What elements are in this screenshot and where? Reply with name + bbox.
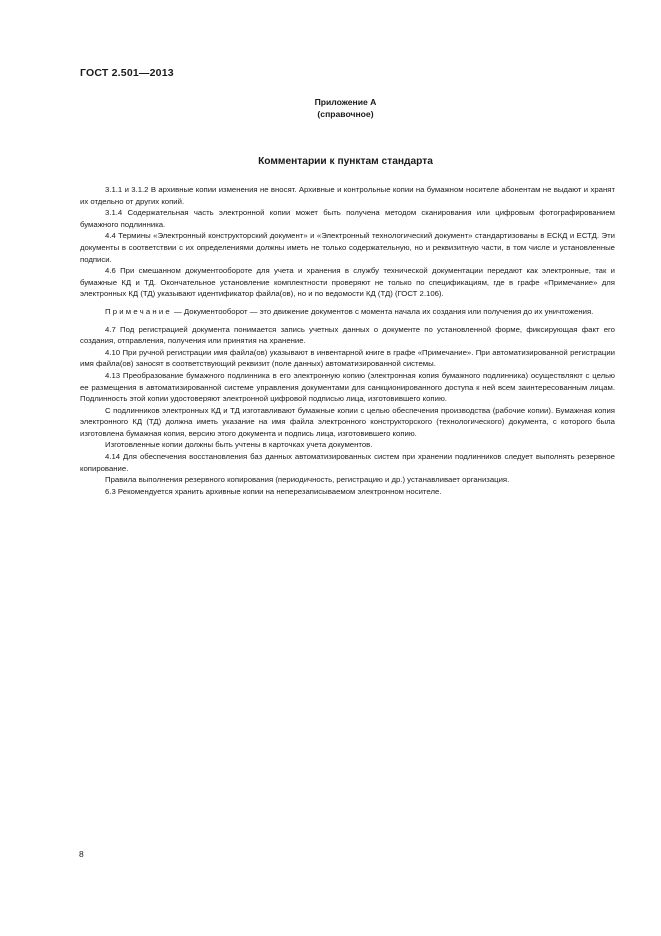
appendix-subtitle: (справочное): [317, 109, 374, 119]
section-title: Комментарии к пунктам стандарта: [258, 156, 433, 167]
paragraph-3-1-1: 3.1.1 и 3.1.2 В архивные копии изменения не вносят. Архивные и контрольные копии на бумажном носителе абонентам не выдают и хранят их отдельно от других копий.: [80, 185, 615, 206]
paragraph-paper-copies: С подлинников электронных КД и ТД изготавливают бумажные копии с целью обеспечения производства (рабочие копии). Бумажная копия электронного КД (ТД) должна иметь указание на имя файла электронного конструкторского (технологического) документа, с которого была изготовлена бумажная копия, версию этого документа и подпись лица, изготовившего копию.: [80, 405, 615, 438]
paragraph-6-3: 6.3 Рекомендуется хранить архивные копии на неперезаписываемом электронном носителе.: [105, 486, 442, 496]
document-code: ГОСТ 2.501—2013: [80, 67, 174, 79]
note: [80, 306, 615, 318]
note-text: — Документооборот — это движение документов с момента начала их создания или получения до их уничтожения.: [171, 306, 594, 316]
body-text: [80, 184, 615, 497]
paragraph-4-10: 4.10 При ручной регистрации имя файла(ов) указывают в инвентарной книге в графе «Примечание». При автоматизированной регистрации имя файла(ов) заносят в соответствующий реквизит (поле данных) автоматизированной системы.: [80, 347, 615, 369]
paragraph-4-6: 4.6 При смешанном документообороте для учета и хранения в службу технической документации передают как электронные, так и бумажные КД и ТД. Окончательное установление комплектности проверяют не только по спецификациям, где в графе «Примечание» для электронных КД (ТД) указывают идентификатор файла(ов), но и по ведомости КД (ТД) (ГОСТ 2.106).: [80, 266, 615, 299]
page-number: 8: [79, 849, 84, 859]
paragraph-4-13: 4.13 Преобразование бумажного подлинника в его электронную копию (электронная копия бумажного подлинника) осуществляют с целью ее размещения в автоматизированной системе управления документами для санкционированного доступа к ней всем заинтересованным лицам. Подлинность этой копии удостоверяют электронной цифровой подписью лица, изготовившего копию.: [80, 370, 615, 404]
paragraph-4-7: 4.7 Под регистрацией документа понимается запись учетных данных о документе по установленной форме, фиксирующая факт его создания, отправления, получения или принятия на хранение.: [80, 324, 615, 346]
paragraph-3-1-4: 3.1.4 Содержательная часть электронной копии может быть получена методом сканирования или цифровым фотографированием бумажного подлинника.: [80, 208, 615, 229]
paragraph-4-14: 4.14 Для обеспечения восстановления баз данных автоматизированных систем при хранении подлинников следует выполнять резервное копирование.: [80, 452, 615, 473]
paragraph-backup-rules: Правила выполнения резервного копирования (периодичность, регистрацию и др.) устанавливает организация.: [105, 475, 510, 485]
appendix-title: Приложение А: [314, 97, 377, 107]
note-label: Примечание: [105, 306, 172, 316]
paragraph-copies-registered: Изготовленные копии должны быть учтены в карточках учета документов.: [105, 440, 373, 450]
appendix-heading: [0, 96, 661, 120]
paragraph-4-4: 4.4 Термины «Электронный конструкторский документ» и «Электронный технологический документ» стандартизованы в ЕСКД и ЕСТД. Эти документы в соответствии с их определениями должны иметь не только содержательную, но и реквизитную части, в том числе и установленные подписи.: [80, 231, 615, 264]
